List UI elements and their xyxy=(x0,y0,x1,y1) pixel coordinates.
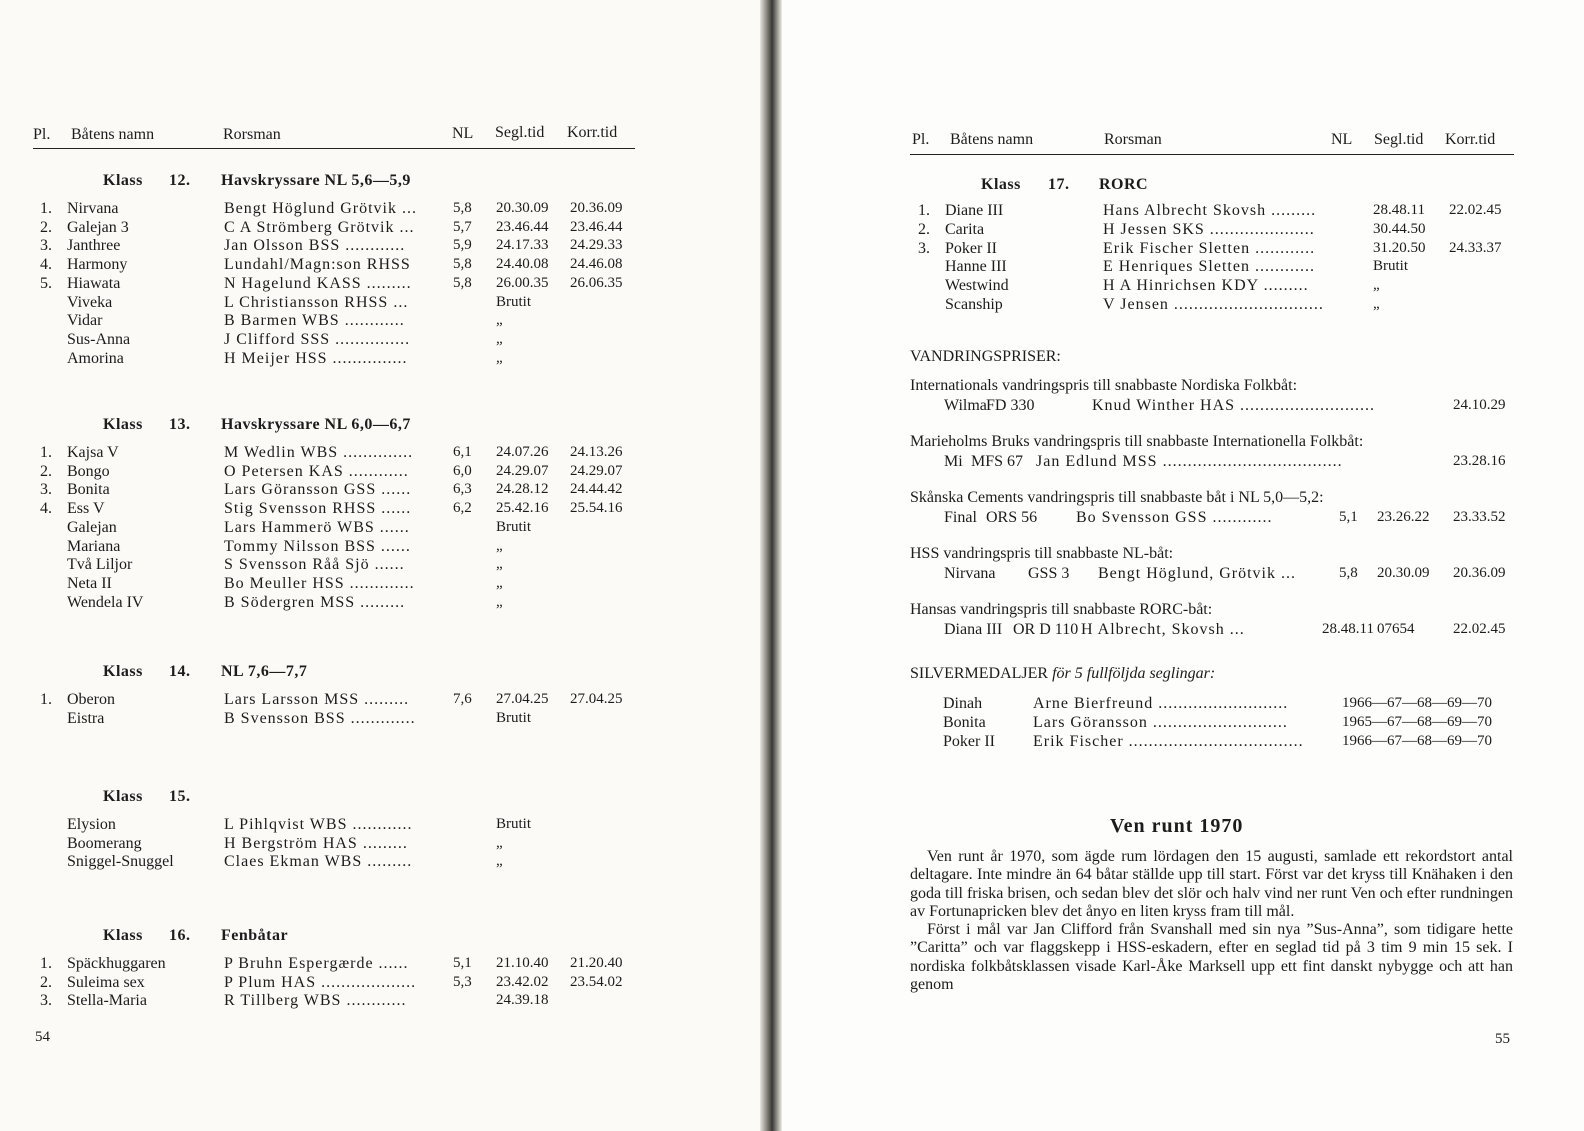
sailing-time: „ xyxy=(496,537,503,554)
helmsman: B Svensson BSS ............. xyxy=(224,709,416,727)
header-nl: NL xyxy=(1331,131,1353,148)
corrected-time: 26.06.35 xyxy=(570,274,623,291)
boat-name: Janthree xyxy=(67,237,121,255)
winner-name: Knud Winther HAS ........................... xyxy=(1092,397,1376,414)
sailing-time: „ xyxy=(496,834,503,851)
klass-number: 13. xyxy=(169,416,191,433)
helmsman: H A Hinrichsen KDY ......... xyxy=(1103,277,1309,295)
nl-value: 5,7 xyxy=(453,218,472,235)
nl-value: 5,1 xyxy=(1339,509,1358,525)
klass-title: Fenbåtar xyxy=(221,927,289,944)
result-row xyxy=(0,537,640,556)
boat-name: Viveka xyxy=(67,293,113,311)
result-row xyxy=(0,973,640,992)
sail-number: GSS 3 xyxy=(1028,565,1070,582)
result-row xyxy=(0,295,1584,314)
boat-name: Mi xyxy=(944,453,963,470)
prize-description: Hansas vandringspris till snabbaste RORC-båt: xyxy=(910,601,1213,618)
sailing-time: „ xyxy=(1373,296,1380,312)
result-row xyxy=(0,852,640,871)
corrected-time: 24.44.42 xyxy=(570,481,623,498)
nl-value: 6,2 xyxy=(453,500,472,517)
klass-number: 17. xyxy=(1048,176,1070,193)
klass-label: Klass xyxy=(981,176,1021,193)
helmsman: H Jessen SKS ..................... xyxy=(1103,220,1315,238)
corrected-time: 24.13.26 xyxy=(570,444,623,460)
sailing-time: 24.29.07 xyxy=(496,462,549,479)
sailing-time: 24.28.12 xyxy=(496,481,549,498)
silver-title: SILVERMEDALJER xyxy=(910,665,1049,682)
sail-number: MFS 67 xyxy=(971,453,1024,470)
silver-subtitle: för 5 fullföljda seglingar: xyxy=(1052,665,1216,682)
placing: 1. xyxy=(40,691,52,708)
result-row xyxy=(0,349,640,368)
corrected-time: 23.46.44 xyxy=(570,218,623,235)
klass-label: Klass xyxy=(103,788,143,805)
sailing-time: 24.17.33 xyxy=(496,237,549,254)
sailing-time: 30.44.50 xyxy=(1373,220,1426,237)
helmsman: B Barmen WBS ............ xyxy=(224,312,405,330)
boat-name: Eistra xyxy=(67,709,105,727)
header-pl: Pl. xyxy=(33,126,51,143)
boat-name: Galejan 3 xyxy=(67,218,129,236)
header-segl: Segl.tid xyxy=(495,124,545,141)
sailing-time: 23.46.44 xyxy=(496,218,549,235)
helmsman: J Clifford SSS ............... xyxy=(224,330,411,348)
boat-name: Westwind xyxy=(945,277,1009,295)
nl-value: 5,3 xyxy=(453,973,472,990)
prize-description: Marieholms Bruks vandringspris till snabbaste Internationella Folkbåt: xyxy=(910,433,1364,450)
klass-title: Havskryssare NL 5,6—5,9 xyxy=(221,172,411,189)
helmsman: L Christiansson RHSS ... xyxy=(224,293,409,311)
boat-name: Final xyxy=(944,509,977,526)
boat-name: Oberon xyxy=(67,691,115,708)
placing: 2. xyxy=(918,220,930,238)
placing: 1. xyxy=(918,202,930,219)
klass-title: RORC xyxy=(1099,176,1149,193)
helmsman: Lars Larsson MSS ......... xyxy=(224,691,410,708)
nl-value: 5,8 xyxy=(453,274,472,291)
klass-number: 14. xyxy=(169,663,191,680)
sailing-time: Brutit xyxy=(496,709,532,726)
result-row xyxy=(0,480,640,499)
helmsman: Jan Olsson BSS ............ xyxy=(224,237,406,255)
sailing-time: 21.10.40 xyxy=(496,955,549,971)
sailing-time: „ xyxy=(496,853,503,870)
helmsman: Lars Hammerö WBS ...... xyxy=(224,518,410,536)
result-row xyxy=(0,239,1584,258)
sail-number: ORS 56 xyxy=(986,509,1038,526)
sailing-time: 24.07.26 xyxy=(496,444,549,460)
helmsman: V Jensen .............................. xyxy=(1103,296,1324,313)
boat-name: Elysion xyxy=(67,816,116,833)
boat-name: Späckhuggaren xyxy=(67,955,166,972)
helmsman: L Pihlqvist WBS ............ xyxy=(224,816,413,833)
sailing-time: „ xyxy=(496,330,503,347)
header-rule xyxy=(910,154,1514,155)
corrected-time: 23.28.16 xyxy=(1453,453,1506,469)
corrected-time: 20.36.09 xyxy=(1453,565,1506,581)
helmsman: H Bergström HAS ......... xyxy=(224,834,408,852)
header-korr: Korr.tid xyxy=(1445,131,1496,148)
nl-value: 7,6 xyxy=(453,691,472,707)
klass-label: Klass xyxy=(103,663,143,680)
boat-name: Poker II xyxy=(945,239,997,257)
boat-name: Wendela IV xyxy=(67,593,144,611)
helmsman: Stig Svensson RHSS ...... xyxy=(224,500,412,518)
header-rorsman: Rorsman xyxy=(223,126,281,143)
years: 1966—67—68—69—70 xyxy=(1342,695,1492,711)
ven-runt-text xyxy=(910,848,1513,994)
nl-value: 5,8 xyxy=(453,200,472,216)
boat-name: Harmony xyxy=(67,256,128,274)
placing: 3. xyxy=(40,237,52,255)
sailing-time: 24.39.18 xyxy=(496,992,549,1009)
boat-name: Bonita xyxy=(943,714,986,731)
sailing-time: Brutit xyxy=(496,518,532,535)
prize-winner-row xyxy=(0,396,1584,415)
page-number-left: 54 xyxy=(35,1029,50,1045)
result-row xyxy=(0,220,1584,239)
ven-paragraph-2: Först i mål var Jan Clifford från Svanshall med sin nya ”Sus-Anna”, som tidigare hette ”Caritta” och var flaggskepp i HSS-eskadern, efter en seglad tid på 3 tim 9 min 15 sek. I nordiska folkbåtsklassen visade Karl-Åke Marksell upp ett fint danskt nybygge och att han genom xyxy=(910,921,1513,994)
corrected-time: 23.33.52 xyxy=(1453,509,1506,525)
nl-value: 28.48.11 xyxy=(1322,621,1374,637)
sailing-time: 23.26.22 xyxy=(1377,509,1430,525)
sail-number: FD 330 xyxy=(986,397,1035,414)
silver-row xyxy=(0,694,1584,713)
boat-name: Scanship xyxy=(945,296,1003,313)
boat-name: Dinah xyxy=(943,695,983,712)
helmsman: Erik Fischer Sletten ............ xyxy=(1103,239,1316,257)
prize-winner-row xyxy=(0,564,1584,583)
sail-number: OR D 110 xyxy=(1013,621,1079,638)
corrected-time: 24.46.08 xyxy=(570,256,623,273)
placing: 3. xyxy=(40,481,52,499)
corrected-time: 24.29.07 xyxy=(570,462,623,479)
header-boat-name: Båtens namn xyxy=(950,131,1034,148)
helmsman: B Södergren MSS ......... xyxy=(224,593,406,611)
result-row xyxy=(0,954,640,973)
result-row xyxy=(0,311,640,330)
boat-name: Nirvana xyxy=(67,200,119,217)
silver-row xyxy=(0,713,1584,732)
boat-name: Två Liljor xyxy=(67,556,133,574)
placing: 3. xyxy=(40,992,52,1010)
sailing-time: Brutit xyxy=(1373,258,1409,275)
helmsman: E Henriques Sletten ............ xyxy=(1103,258,1315,276)
placing: 5. xyxy=(40,274,52,292)
sailing-time: „ xyxy=(496,593,503,610)
helmsman: P Plum HAS ................... xyxy=(224,973,417,991)
vandringspriser-title: VANDRINGSPRISER: xyxy=(910,348,1061,365)
silver-row xyxy=(0,732,1584,751)
klass-number: 16. xyxy=(169,927,191,944)
boat-name: Sniggel-Snuggel xyxy=(67,853,174,871)
prize-winner-row xyxy=(0,620,1584,639)
boat-name: Wilma xyxy=(944,397,987,414)
nl-value: 5,1 xyxy=(453,955,472,971)
sailing-time: 26.00.35 xyxy=(496,274,549,291)
corrected-time: 24.29.33 xyxy=(570,237,623,254)
boat-name: Poker II xyxy=(943,733,995,750)
sailing-time: Brutit xyxy=(496,293,532,310)
helmsman: C A Strömberg Grötvik ... xyxy=(224,218,415,236)
boat-name: Bongo xyxy=(67,462,110,480)
header-pl: Pl. xyxy=(912,131,930,148)
boat-name: Kajsa V xyxy=(67,444,119,461)
header-segl: Segl.tid xyxy=(1374,131,1424,148)
prize-description: Internationals vandringspris till snabbaste Nordiska Folkbåt: xyxy=(910,377,1298,394)
helmsman: M Wedlin WBS .............. xyxy=(224,444,414,461)
boat-name: Hiawata xyxy=(67,274,121,292)
helmsman: N Hagelund KASS ......... xyxy=(224,274,412,292)
klass-number: 15. xyxy=(169,788,191,805)
years: 1966—67—68—69—70 xyxy=(1342,733,1492,749)
helmsman: Tommy Nilsson BSS ...... xyxy=(224,537,411,555)
boat-name: Suleima sex xyxy=(67,973,145,991)
boat-name: Bonita xyxy=(67,481,110,499)
page-number-right: 55 xyxy=(1495,1031,1510,1047)
sailor-name: Arne Bierfreund .......................... xyxy=(1033,695,1289,712)
sailing-time: „ xyxy=(496,312,503,329)
sailing-time: Brutit xyxy=(496,816,532,832)
sailor-name: Lars Göransson ........................... xyxy=(1033,714,1288,731)
helmsman: Lundahl/Magn:son RHSS xyxy=(224,256,411,274)
corrected-time: 25.54.16 xyxy=(570,500,623,517)
boat-name: Diana III xyxy=(944,621,1003,638)
corrected-time: 27.04.25 xyxy=(570,691,623,707)
klass-label: Klass xyxy=(103,927,143,944)
helmsman: Lars Göransson GSS ...... xyxy=(224,481,412,499)
klass-label: Klass xyxy=(103,172,143,189)
header-rorsman: Rorsman xyxy=(1104,131,1162,148)
result-row xyxy=(0,201,1584,220)
klass-number: 12. xyxy=(169,172,191,189)
boat-name: Hanne III xyxy=(945,258,1007,276)
placing: 1. xyxy=(40,200,52,217)
sailing-time: 23.42.02 xyxy=(496,973,549,990)
corrected-time: 24.10.29 xyxy=(1453,397,1506,413)
boat-name: Vidar xyxy=(67,312,103,330)
corrected-time: 24.33.37 xyxy=(1449,239,1502,256)
helmsman: O Petersen KAS ............ xyxy=(224,462,409,480)
helmsman: R Tillberg WBS ............ xyxy=(224,992,407,1010)
result-row xyxy=(0,991,640,1010)
boat-name: Carita xyxy=(945,220,985,238)
sailing-time: 20.30.09 xyxy=(1377,565,1430,581)
years: 1965—67—68—69—70 xyxy=(1342,714,1492,730)
sailing-time: 27.04.25 xyxy=(496,691,549,707)
boat-name: Amorina xyxy=(67,349,124,367)
boat-name: Sus-Anna xyxy=(67,330,131,348)
placing: 4. xyxy=(40,500,52,518)
helmsman: S Svensson Råå Sjö ...... xyxy=(224,556,405,574)
boat-name: Nirvana xyxy=(944,565,996,582)
helmsman: Bo Meuller HSS ............. xyxy=(224,574,415,592)
boat-name: Ess V xyxy=(67,500,105,518)
corrected-time: 20.36.09 xyxy=(570,200,623,216)
placing: 2. xyxy=(40,218,52,236)
placing: 2. xyxy=(40,462,52,480)
winner-name: Jan Edlund MSS .................................... xyxy=(1036,453,1343,470)
result-row xyxy=(0,257,1584,276)
boat-name: Stella-Maria xyxy=(67,992,147,1010)
helmsman: P Bruhn Espergærde ...... xyxy=(224,955,409,972)
sailing-time: „ xyxy=(496,349,503,366)
sailor-name: Erik Fischer ................................... xyxy=(1033,733,1304,750)
placing: 1. xyxy=(40,444,52,461)
winner-name: Bo Svensson GSS ............ xyxy=(1076,509,1273,526)
result-row xyxy=(0,276,1584,295)
sailing-time: 24.40.08 xyxy=(496,256,549,273)
boat-name: Mariana xyxy=(67,537,121,555)
placing: 2. xyxy=(40,973,52,991)
prize-description: Skånska Cements vandringspris till snabbaste båt i NL 5,0—5,2: xyxy=(910,489,1324,506)
prize-winner-row xyxy=(0,452,1584,471)
header-nl: NL xyxy=(452,125,474,142)
sailing-time: „ xyxy=(496,556,503,573)
helmsman: Hans Albrecht Skovsh ......... xyxy=(1103,202,1317,219)
helmsman: Claes Ekman WBS ......... xyxy=(224,853,413,871)
result-row xyxy=(0,815,640,834)
prize-description: HSS vandringspris till snabbaste NL-båt: xyxy=(910,545,1174,562)
header-boat-name: Båtens namn xyxy=(71,126,155,143)
corrected-time: 22.02.45 xyxy=(1453,621,1506,637)
klass-label: Klass xyxy=(103,416,143,433)
nl-value: 6,0 xyxy=(453,462,472,479)
nl-value: 5,8 xyxy=(453,256,472,273)
ven-paragraph-1: Ven runt år 1970, som ägde rum lördagen den 15 augusti, samlade ett rekordstort antal deltagare. Inte mindre än 64 båtar ställde upp till start. Först var det kryss till Knähaken i den goda till friska brisen, och sedan blev det slör och halv vind ner runt Ven och efter rundningen av Fortunapricken blev det ånyo en liten kryss fram till mål. xyxy=(910,848,1513,920)
sailing-time: 31.20.50 xyxy=(1373,239,1426,256)
corrected-time: 22.02.45 xyxy=(1449,202,1502,218)
nl-value: 5,8 xyxy=(1339,565,1358,581)
prize-winner-row xyxy=(0,508,1584,527)
klass-title: NL 7,6—7,7 xyxy=(221,663,308,680)
winner-name: Bengt Höglund, Grötvik ... xyxy=(1098,565,1296,582)
helmsman: H Meijer HSS ............... xyxy=(224,349,408,367)
ven-runt-title: Ven runt 1970 xyxy=(1110,815,1244,837)
sailing-time: 07654 xyxy=(1377,621,1415,637)
nl-value: 6,3 xyxy=(453,481,472,498)
sailing-time: „ xyxy=(1373,277,1380,294)
silvermedaljer-heading xyxy=(910,665,1215,683)
klass-title: Havskryssare NL 6,0—6,7 xyxy=(221,416,411,433)
placing: 3. xyxy=(918,239,930,257)
corrected-time: 21.20.40 xyxy=(570,955,623,971)
boat-name: Neta II xyxy=(67,574,112,592)
sailing-time: 28.48.11 xyxy=(1373,202,1425,218)
placing: 1. xyxy=(40,955,52,972)
sailing-time: 25.42.16 xyxy=(496,500,549,517)
boat-name: Diane III xyxy=(945,202,1004,219)
nl-value: 6,1 xyxy=(453,444,472,460)
corrected-time: 23.54.02 xyxy=(570,973,623,990)
placing: 4. xyxy=(40,256,52,274)
sailing-time: „ xyxy=(496,574,503,591)
header-rule xyxy=(33,148,635,149)
boat-name: Galejan xyxy=(67,518,117,536)
result-row xyxy=(0,593,640,612)
helmsman: Bengt Höglund Grötvik ... xyxy=(224,200,417,217)
boat-name: Boomerang xyxy=(67,834,142,852)
result-row xyxy=(0,330,640,349)
result-row xyxy=(0,834,640,853)
winner-name: H Albrecht, Skovsh ... xyxy=(1081,621,1245,638)
sailing-time: 20.30.09 xyxy=(496,200,549,216)
nl-value: 5,9 xyxy=(453,237,472,254)
header-korr: Korr.tid xyxy=(567,124,618,141)
